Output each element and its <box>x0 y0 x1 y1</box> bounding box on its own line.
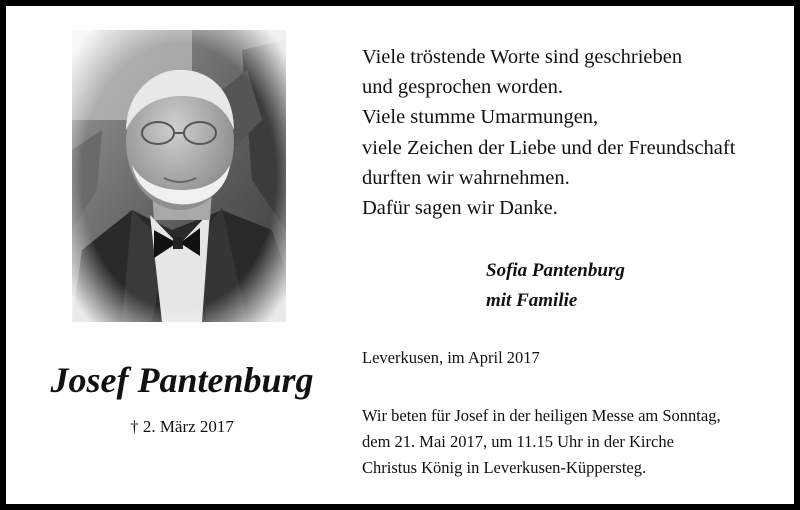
mass-line: Wir beten für Josef in der heiligen Messe am Sonntag, <box>362 406 721 425</box>
mass-line: dem 21. Mai 2017, um 11.15 Uhr in der Kirche <box>362 432 674 451</box>
poem-line: Dafür sagen wir Danke. <box>362 197 558 220</box>
poem-line: Viele stumme Umarmungen, <box>362 106 599 129</box>
signature-name: Sofia Pantenburg <box>486 260 625 281</box>
poem-line: Viele tröstende Worte sind geschrieben <box>362 46 683 68</box>
death-date: † 2. März 2017 <box>130 417 234 436</box>
signature <box>486 256 786 316</box>
mass-line: Christus König in Leverkusen-Küppersteg. <box>362 458 647 477</box>
signature-family: mit Familie <box>486 290 578 311</box>
poem-line: und gesprochen worden. <box>362 76 563 99</box>
poem-line: viele Zeichen der Liebe und der Freundschaft <box>362 136 736 159</box>
poem <box>362 42 782 223</box>
deceased-name: Josef Pantenburg <box>50 360 314 400</box>
mass-notice <box>362 403 792 481</box>
portrait-photo <box>72 30 286 322</box>
poem-line: durften wir wahrnehmen. <box>362 166 570 189</box>
place-date: Leverkusen, im April 2017 <box>362 348 540 367</box>
